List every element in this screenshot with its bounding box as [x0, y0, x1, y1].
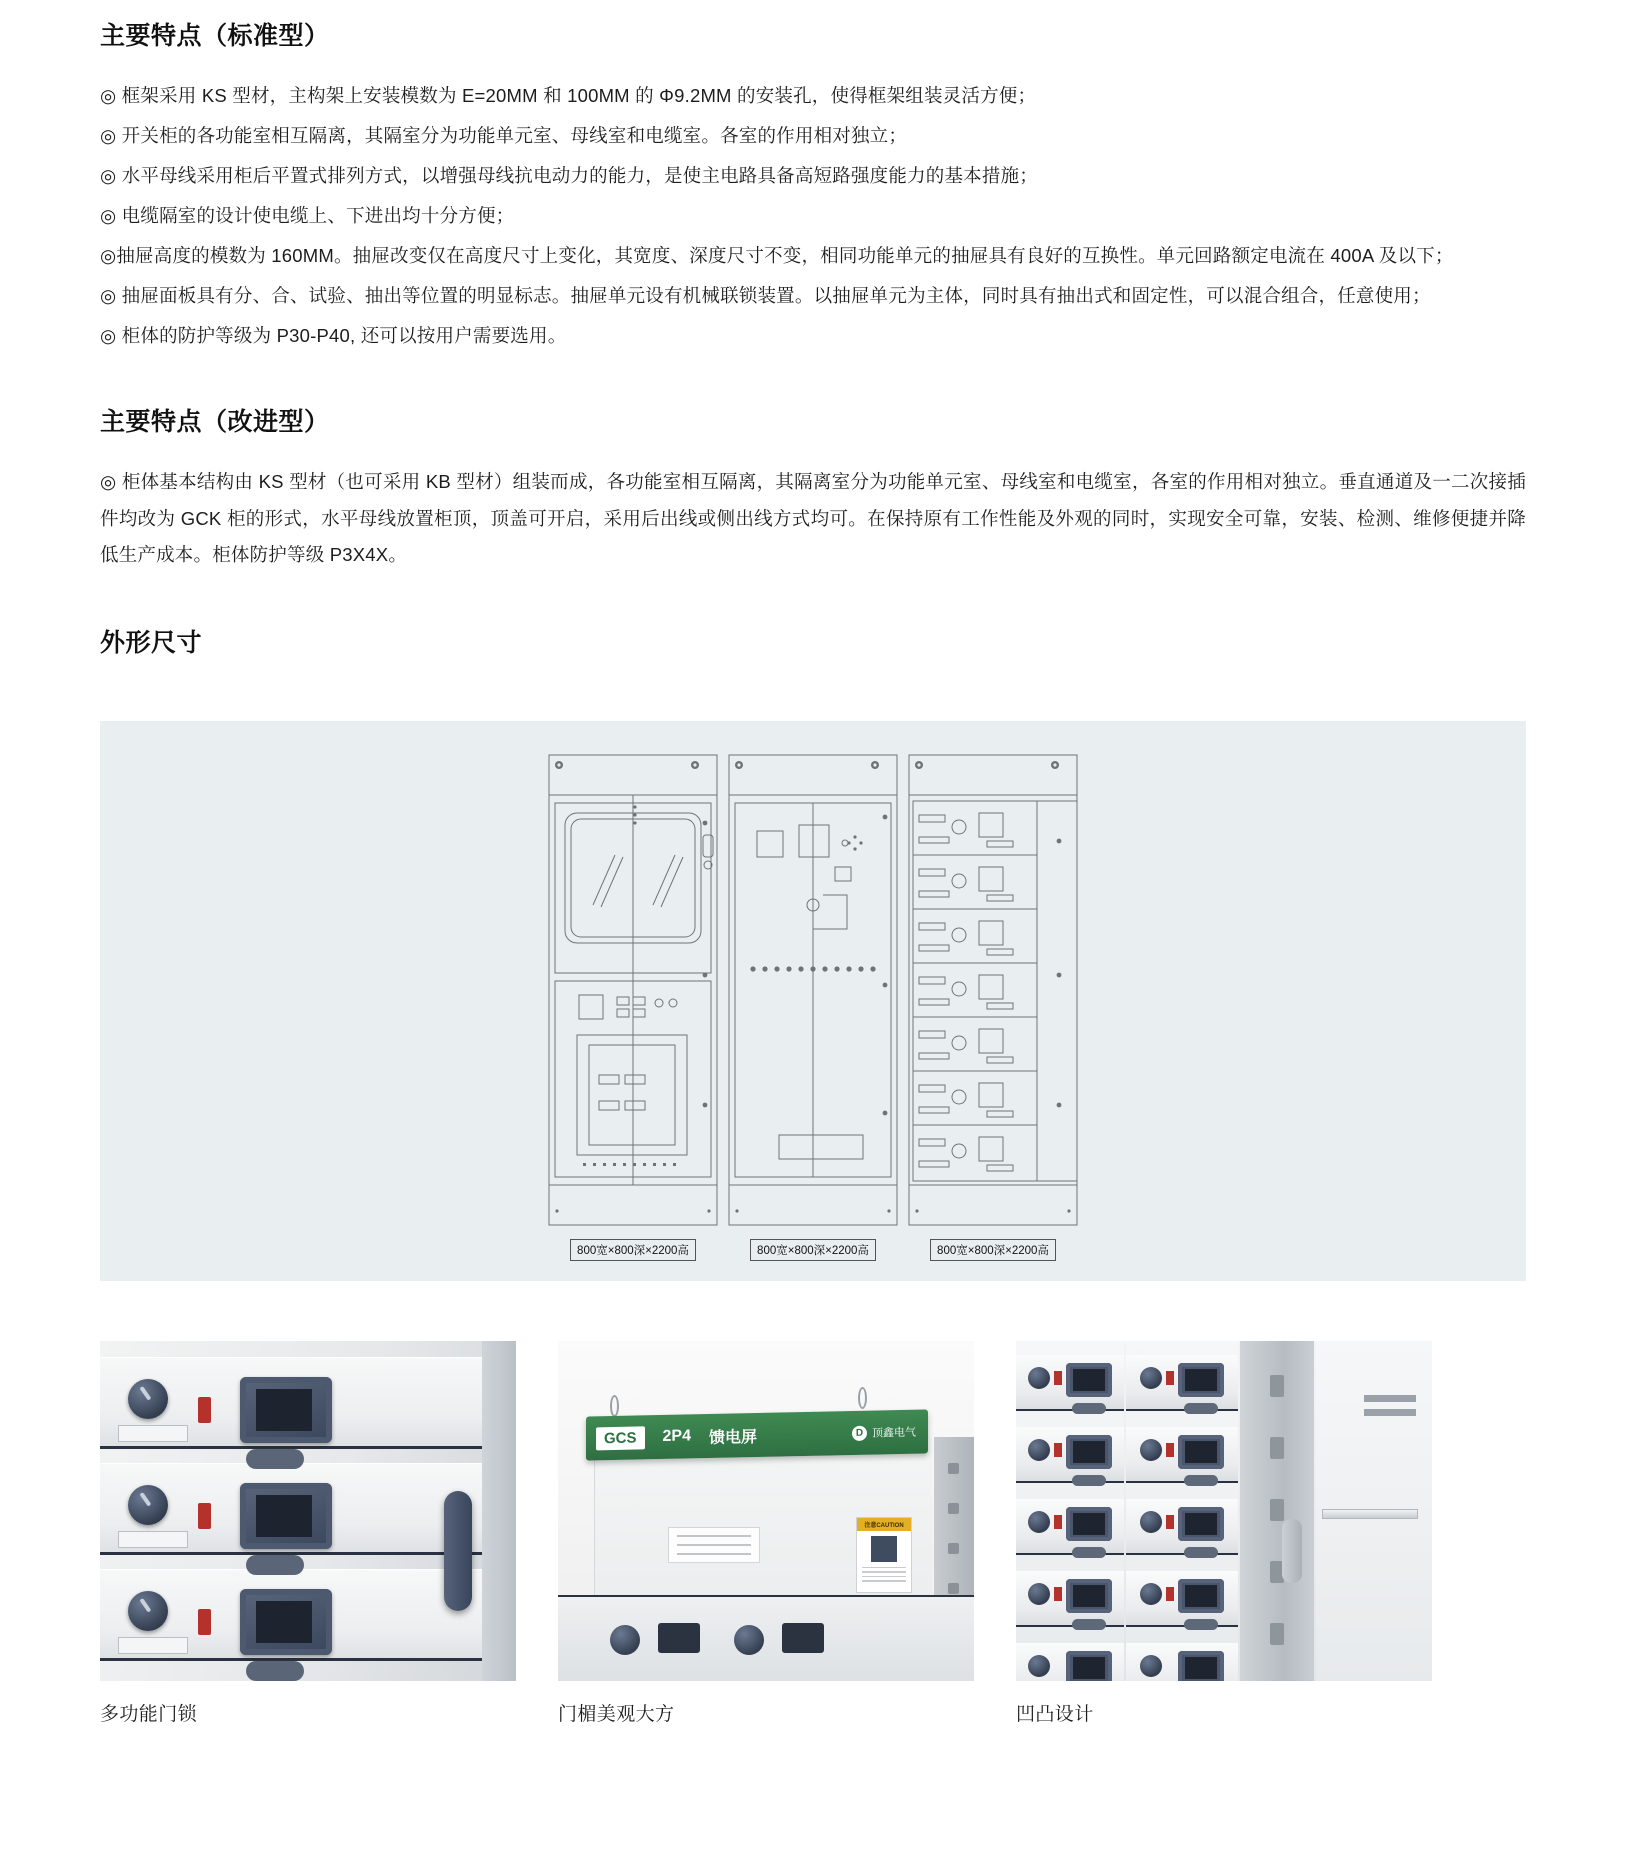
feature-item: ◎ 开关柜的各功能室相互隔离，其隔室分为功能单元室、母线室和电缆室。各室的作用相对独立； — [100, 125, 908, 147]
banner-model: GCS — [596, 1425, 645, 1449]
status-indicator — [1166, 1515, 1174, 1529]
drawer-handle — [1072, 1619, 1106, 1630]
photo-gallery — [100, 1341, 1526, 1726]
photo-card-2 — [558, 1341, 974, 1726]
text-content — [0, 0, 1626, 659]
selector-knob-icon — [1028, 1367, 1050, 1389]
selector-knob-icon — [128, 1591, 168, 1631]
drawer-handle — [1184, 1619, 1218, 1630]
caution-title: 注意CAUTION — [857, 1518, 911, 1531]
selector-knob-icon — [1140, 1655, 1162, 1677]
photo-card-1 — [100, 1341, 516, 1726]
photo-card-3 — [1016, 1341, 1432, 1726]
drawer-handle — [246, 1555, 304, 1575]
photo-multifunction-lock — [100, 1341, 516, 1681]
caution-label — [856, 1517, 912, 1593]
drawer-handle — [1184, 1547, 1218, 1558]
document-pocket — [668, 1527, 760, 1563]
cabinet-2-svg — [723, 745, 903, 1235]
selector-knob-icon — [1140, 1583, 1162, 1605]
cabinet-3-svg — [903, 745, 1083, 1235]
cabinet-drawing-2 — [723, 745, 903, 1261]
photo-caption: 多功能门锁 — [100, 1703, 198, 1725]
lower-drawer-panel — [558, 1595, 974, 1681]
drawer-handle — [246, 1449, 304, 1469]
drawer-handle — [1072, 1403, 1106, 1414]
dimension-label: 800宽×800深×2200高 — [750, 1239, 876, 1261]
drawer-window — [240, 1483, 332, 1549]
selector-knob-icon — [1140, 1439, 1162, 1461]
selector-knob-icon — [1028, 1583, 1050, 1605]
selector-knob-icon — [610, 1625, 640, 1655]
caution-text-lines — [857, 1567, 911, 1582]
feature-item: ◎ 电缆隔室的设计使电缆上、下进出均十分方便； — [100, 205, 515, 227]
status-indicator — [1166, 1443, 1174, 1457]
feature-item: ◎ 柜体基本结构由 KS 型材（也可采用 KB 型材）组装而成，各功能室相互隔离，其隔离室分为功能单元室、母线室和电缆室，各室的作用相对独立。垂直通道及一二次接插件均改为 GCK 柜的形式，水平母线放置柜顶，顶盖可开启，采用后出线或侧出线方式均可。在保持原有工作性能及外观的同时，实现安全可靠，安装、检测、维修便捷并降低生产成本。柜体防护等级 P3X4X。 — [100, 471, 1526, 565]
connector-bar — [1364, 1409, 1416, 1416]
section-title-improved: 主要特点（改进型） — [100, 408, 330, 437]
status-indicator — [1054, 1371, 1062, 1385]
drawer-window — [240, 1589, 332, 1655]
caution-pictogram-icon — [871, 1536, 897, 1562]
internal-frame — [1240, 1341, 1314, 1681]
drawer-window — [1178, 1579, 1224, 1613]
status-indicator — [1166, 1587, 1174, 1601]
selector-knob-icon — [1028, 1511, 1050, 1533]
dimension-label: 800宽×800深×2200高 — [570, 1239, 696, 1261]
cabinet-drawing-3 — [903, 745, 1083, 1261]
drawer-handle — [1072, 1547, 1106, 1558]
photo-caption: 门楣美观大方 — [558, 1703, 675, 1725]
cabinet-drawing-group — [543, 745, 1083, 1261]
status-indicator — [1054, 1443, 1062, 1457]
cabinet-row — [543, 745, 1083, 1261]
selector-knob-icon — [128, 1485, 168, 1525]
brand-name: 顶鑫电气 — [872, 1426, 916, 1440]
status-indicator — [198, 1503, 211, 1529]
drawer-window — [1066, 1651, 1112, 1681]
drawer-window — [1178, 1363, 1224, 1397]
drawer-label — [118, 1531, 188, 1548]
status-indicator — [1054, 1587, 1062, 1601]
photo-door-header — [558, 1341, 974, 1681]
drawer-window — [240, 1377, 332, 1443]
status-indicator — [198, 1609, 211, 1635]
section-title-standard: 主要特点（标准型） — [100, 22, 330, 50]
status-indicator — [198, 1397, 211, 1423]
cabinet-3-dimension — [903, 1239, 1083, 1261]
brand-logo — [852, 1423, 916, 1440]
shelf-rail — [1322, 1509, 1418, 1519]
dimension-diagram-panel — [100, 721, 1526, 1281]
feature-item: ◎抽屉高度的模数为 160MM。抽屉改变仅在高度尺寸上变化，其宽度、深度尺寸不变，相同功能单元的抽屉具有良好的互换性。单元回路额定电流在 400A 及以下； — [100, 245, 1454, 267]
connector-bar — [1364, 1395, 1416, 1402]
drawer-handle — [1184, 1403, 1218, 1414]
banner-code: 2P4 — [662, 1427, 691, 1445]
drawer-window — [1066, 1435, 1112, 1469]
feature-item: ◎ 水平母线采用柜后平置式排列方式，以增强母线抗电动力的能力，是使主电路具备高短路强度能力的基本措施； — [100, 165, 1038, 187]
door-handle — [444, 1491, 472, 1611]
banner-name: 馈电屏 — [708, 1428, 757, 1447]
door-handle — [1282, 1519, 1302, 1583]
drawer-window — [1178, 1651, 1224, 1681]
drawer-window — [658, 1623, 700, 1653]
cabinet-2-dimension — [723, 1239, 903, 1261]
drawer-window — [1066, 1507, 1112, 1541]
selector-knob-icon — [1140, 1511, 1162, 1533]
cabinet-drawing-1 — [543, 745, 723, 1261]
section-title-dimensions: 外形尺寸 — [100, 628, 203, 657]
brand-mark-icon: D — [852, 1425, 867, 1440]
status-indicator — [1054, 1515, 1062, 1529]
selector-knob-icon — [1028, 1655, 1050, 1677]
drawer-window — [1178, 1507, 1224, 1541]
hanger-icon — [610, 1395, 619, 1417]
cabinet-1-svg — [543, 745, 723, 1235]
dimension-label: 800宽×800深×2200高 — [930, 1239, 1056, 1261]
selector-knob-icon — [128, 1379, 168, 1419]
drawer-window — [1066, 1363, 1112, 1397]
photo-caption: 凹凸设计 — [1016, 1703, 1094, 1725]
photo-concave-convex-design — [1016, 1341, 1432, 1681]
drawer-label — [118, 1637, 188, 1654]
status-indicator — [1166, 1371, 1174, 1385]
feature-item: ◎ 框架采用 KS 型材，主构架上安装模数为 E=20MM 和 100MM 的 Φ9.2MM 的安装孔，使得框架组装灵活方便； — [100, 85, 1037, 106]
selector-knob-icon — [734, 1625, 764, 1655]
door-header-banner — [586, 1409, 928, 1460]
cabinet-1-dimension — [543, 1239, 723, 1261]
drawer-handle — [246, 1661, 304, 1681]
drawer-handle — [1072, 1475, 1106, 1486]
feature-item: ◎ 抽屉面板具有分、合、试验、抽出等位置的明显标志。抽屉单元设有机械联锁装置。以抽屉单元为主体，同时具有抽出式和固定性，可以混合组合，任意使用； — [100, 285, 1431, 307]
selector-knob-icon — [1140, 1367, 1162, 1389]
feature-item: ◎ 柜体的防护等级为 P30-P40, 还可以按用户需要选用。 — [100, 325, 567, 347]
selector-knob-icon — [1028, 1439, 1050, 1461]
drawer-window — [782, 1623, 824, 1653]
drawer-handle — [1184, 1475, 1218, 1486]
drawer-window — [1066, 1579, 1112, 1613]
drawer-window — [1178, 1435, 1224, 1469]
drawer-label — [118, 1425, 188, 1442]
hanger-icon — [858, 1387, 867, 1409]
